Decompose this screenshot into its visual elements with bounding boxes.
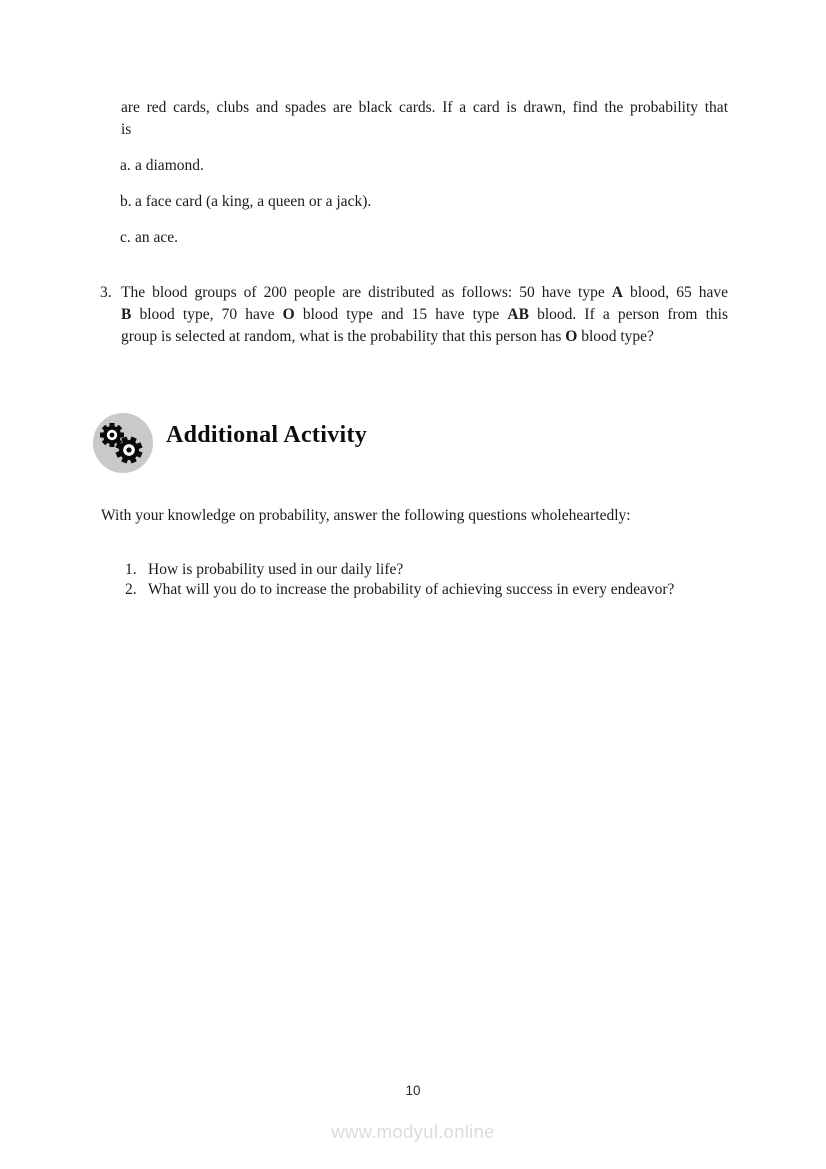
gears-icon xyxy=(93,413,153,473)
paragraph-line: is xyxy=(121,121,132,138)
list-item-text: a face card (a king, a queen or a jack). xyxy=(135,193,372,210)
list-item-text: a diamond. xyxy=(135,157,204,174)
list-marker: 1. xyxy=(125,561,137,578)
page-number: 10 xyxy=(405,1083,421,1098)
list-item-text: How is probability used in our daily life? xyxy=(148,561,404,578)
question3-paragraph xyxy=(121,282,728,348)
list-item xyxy=(120,191,371,213)
continuation-paragraph xyxy=(121,97,728,141)
watermark: www.modyul.online xyxy=(331,1121,495,1142)
list-item-text: What will you do to increase the probability of achieving success in every endeavor? xyxy=(148,581,675,598)
section-heading: Additional Activity xyxy=(166,422,368,448)
list-item xyxy=(120,155,371,177)
question3-marker: 3. xyxy=(100,284,112,301)
activity-instruction: With your knowledge on probability, answer the following questions wholeheartedly: xyxy=(101,507,631,524)
list-item xyxy=(125,580,674,600)
list-item xyxy=(125,560,674,580)
list-marker: 2. xyxy=(125,581,137,598)
paragraph-line: are red cards, clubs and spades are black cards. If a card is drawn, find the probability that xyxy=(121,99,728,116)
paragraph-line: The blood groups of 200 people are distributed as follows: 50 have type A blood, 65 have xyxy=(121,284,728,301)
list-marker: a. xyxy=(120,157,131,174)
list-marker: c. xyxy=(120,229,131,246)
activity-questions-list xyxy=(125,560,674,600)
list-marker: b. xyxy=(120,193,132,210)
list-item-text: an ace. xyxy=(135,229,179,246)
paragraph-line: B blood type, 70 have O blood type and 15 have type AB blood. If a person from this xyxy=(121,306,728,323)
card-options-list xyxy=(120,155,371,263)
paragraph-line: group is selected at random, what is the probability that this person has O blood type? xyxy=(121,328,654,345)
list-item xyxy=(120,227,371,249)
